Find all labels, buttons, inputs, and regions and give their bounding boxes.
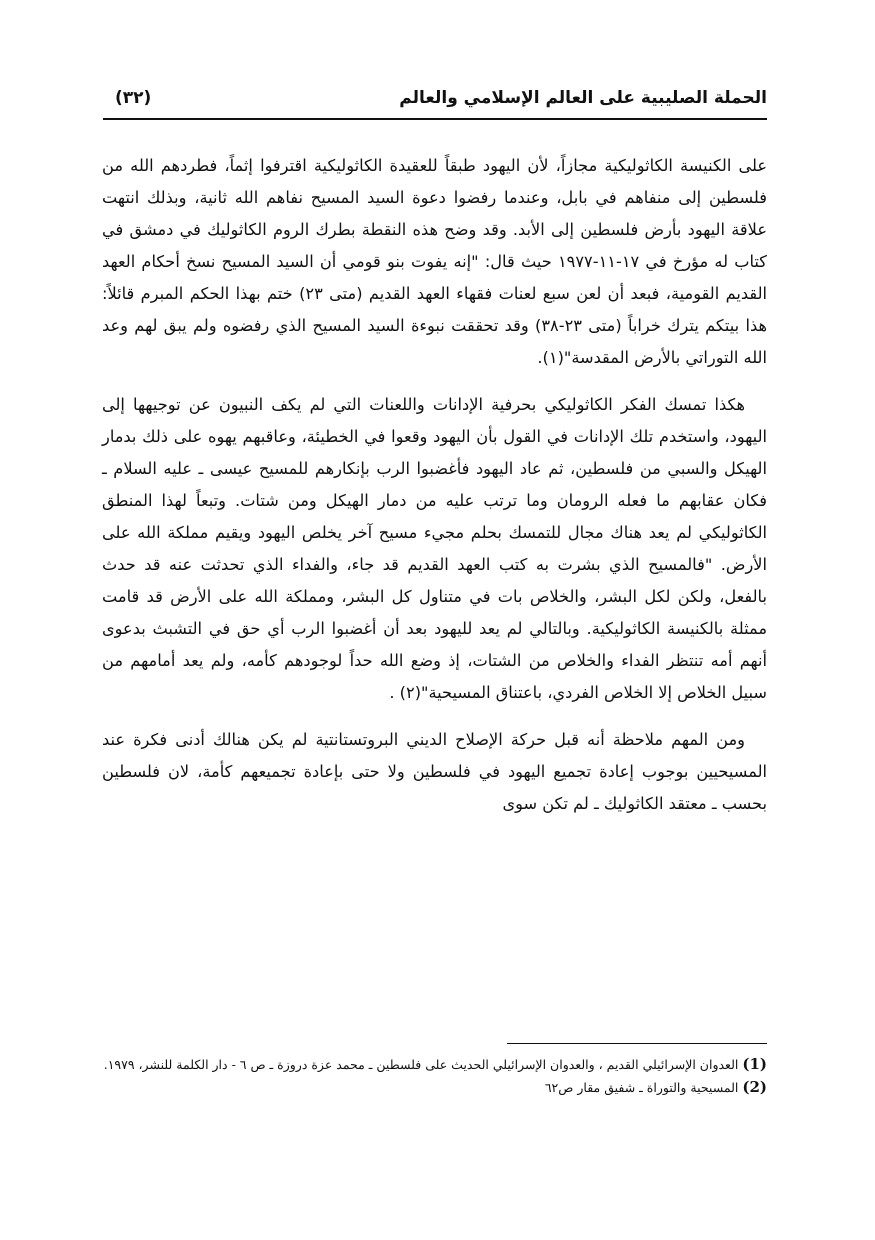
header-title: الحملة الصليبية على العالم الإسلامي والعالم: [399, 88, 767, 108]
page-number: (٣٢): [115, 88, 152, 108]
footnotes: [102, 1053, 767, 1099]
footnote-text: المسيحية والتوراة ـ شفيق مقار ص٦٢: [544, 1080, 739, 1095]
paragraph: على الكنيسة الكاثوليكية مجازاً، لأن اليهود طبقاً للعقيدة الكاثوليكية اقترفوا إثماً، فطردهم الله من فلسطين إلى منفاهم في بابل، وعندما رفضوا دعوة السيد المسيح نفاهم الله ثانية، وبذلك انتهت علاقة اليهود بأرض فلسطين إلى الأبد. وقد وضح هذه النقطة بطرك الروم الكاثوليك في دمشق في كتاب له مؤرخ في ١٧-١١-١٩٧٧ حيث قال: "إنه يفوت بنو قومي أن السيد المسيح نسخ أحكام العهد القديم القومية، فبعد أن لعن سبع لعنات فقهاء العهد القديم (متى ٢٣) ختم بهذا الحكم المبرم قائلاً: هذا بيتكم يترك خراباً (متى ٢٣-٣٨) وقد تحققت نبوءة السيد المسيح الذي رفضوه ولم يبق لهم وعد الله التوراتي بالأرض المقدسة"(١).: [102, 156, 767, 367]
paragraph: هكذا تمسك الفكر الكاثوليكي بحرفية الإدانات واللعنات التي لم يكف النبيون عن توجيهها إلى اليهود، واستخدم تلك الإدانات في القول بأن اليهود وقعوا في الخطيئة، وعاقبهم يهوه على ذلك بدمار الهيكل والسبي من فلسطين، ثم عاد اليهود فأغضبوا الرب بإنكارهم للمسيح عيسى ـ عليه السلام ـ فكان عقابهم ما فعله الرومان وما ترتب عليه من دمار الهيكل ومن شتات. وتبعاً لهذا المنطق الكاثوليكي لم يعد هناك مجال للتمسك بحلم مجيء مسيح آخر يخلص اليهود ويقيم مملكة الله على الأرض. "فالمسيح الذي بشرت به كتب العهد القديم قد جاء، والفداء الذي تحدثت عنه قد حدث بالفعل، ولكن لكل البشر، والخلاص بات في متناول كل البشر، ومملكة الله على الأرض قد قامت ممثلة بالكنيسة الكاثوليكية. وبالتالي لم يعد لليهود بعد أن أغضبوا الرب أي حق في التشبث بدعوى أنهم أمه تنتظر الفداء والخلاص من الشتات، إذ وضع الله حداً لوجودهم كأمه، ولم يعد أمامهم من سبيل الخلاص إلا الخلاص الفردي، باعتناق المسيحية"(٢) .: [102, 395, 767, 702]
body-text: [102, 150, 767, 835]
paragraph: ومن المهم ملاحظة أنه قبل حركة الإصلاح الديني البروتستانتية لم يكن هنالك أدنى فكرة عند المسيحيين بوجوب إعادة تجميع اليهود في فلسطين ولا حتى بإعادة تجميعهم كأمة، لان فلسطين بحسب ـ معتقد الكاثوليك ـ لم تكن سوى: [102, 730, 767, 813]
footnote-number: (2): [742, 1078, 767, 1096]
footnote-separator: [507, 1043, 767, 1044]
footnote-number: (1): [742, 1055, 767, 1073]
running-header: [103, 86, 767, 120]
footnote: [102, 1076, 767, 1099]
footnote: [102, 1053, 767, 1076]
footnote-text: العدوان الإسرائيلي القديم ، والعدوان الإسرائيلي الحديث على فلسطين ـ محمد عزة دروزة ـ ص ٦ - دار الكلمة للنشر، ١٩٧٩.: [103, 1057, 739, 1072]
